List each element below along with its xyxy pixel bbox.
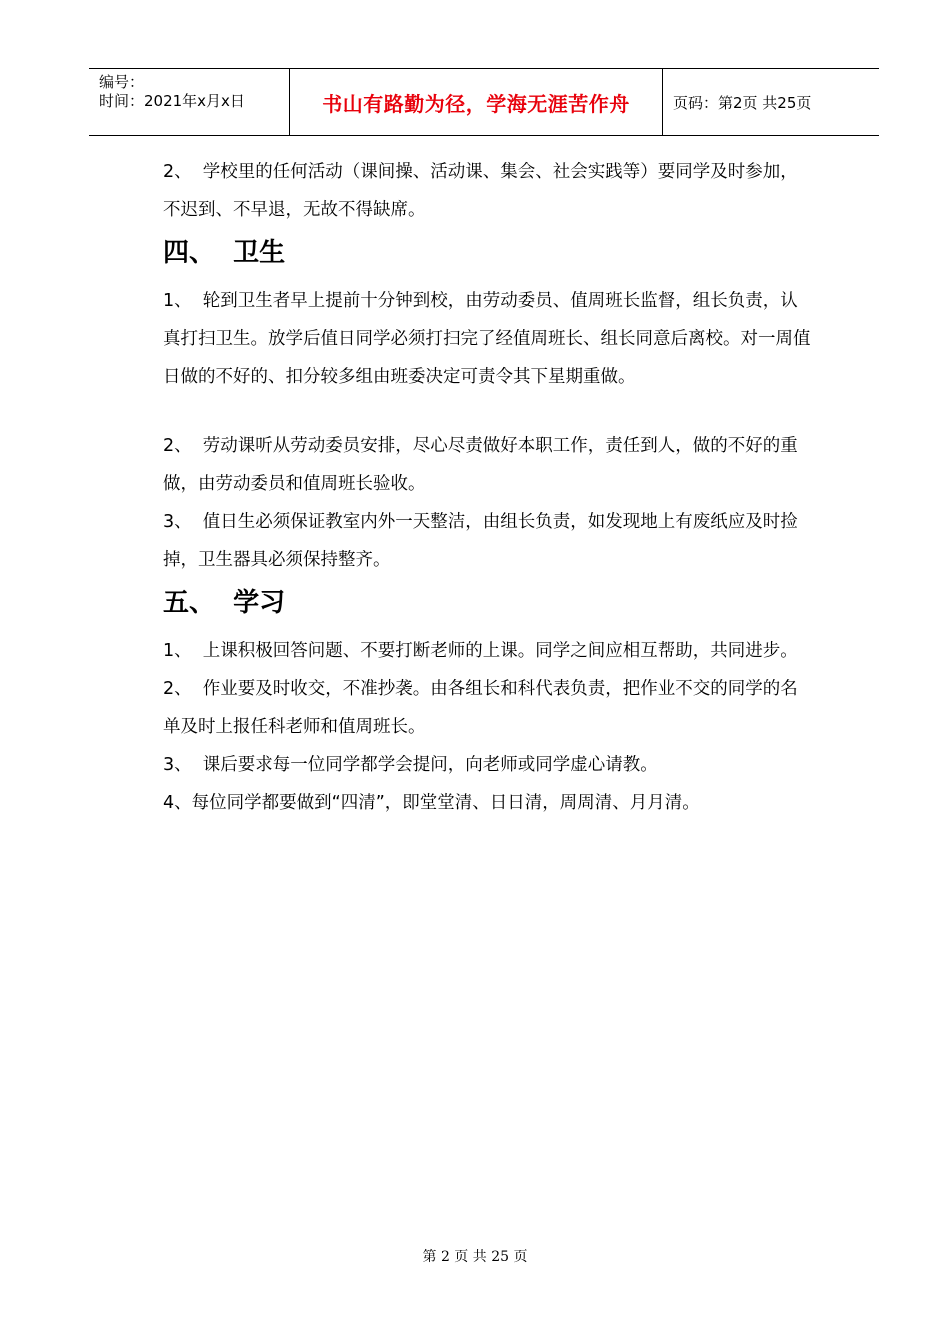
- paragraph-study-1: 1、 上课积极回答问题、不要打断老师的上课。同学之间应相互帮助，共同进步。: [163, 641, 798, 661]
- heading-study: 五、 学习: [163, 588, 286, 618]
- paragraph-hygiene-2: 2、 劳动课听从劳动委员安排，尽心尽责做好本职工作，责任到人，做的不好的重做，由劳动委员和值周班长验收。: [163, 436, 798, 494]
- page-info: 页码：第2页 共25页: [673, 93, 812, 112]
- paragraph-study-2: 2、 作业要及时收交，不准抄袭。由各组长和科代表负责，把作业不交的同学的名单及时上报任科老师和值周班长。: [163, 679, 798, 737]
- page-footer: 第 2 页 共 25 页: [422, 1249, 528, 1265]
- number-label: 编号：: [99, 73, 145, 91]
- motto-text: 书山有路勤为径，学海无涯苦作舟: [322, 91, 630, 116]
- page-header: [89, 68, 879, 136]
- paragraph-gap: [163, 396, 813, 427]
- document-body: [163, 153, 813, 822]
- paragraph-hygiene-3: 3、 值日生必须保证教室内外一天整洁，由组长负责，如发现地上有废纸应及时捡掉，卫生器具必须保持整齐。: [163, 512, 798, 570]
- header-meta: [89, 69, 290, 135]
- header-motto-cell: [290, 69, 663, 135]
- paragraph-hygiene-1: 1、 轮到卫生者早上提前十分钟到校，由劳动委员、值周班长监督，组长负责，认真打扫卫生。放学后值日同学必须打扫完了经值周班长、组长同意后离校。对一周值日做的不好的、扣分较多组由班委决定可责令其下星期重做。: [163, 291, 811, 387]
- paragraph-activity-attendance: 2、 学校里的任何活动（课间操、活动课、集会、社会实践等）要同学及时参加，不迟到、不早退，无故不得缺席。: [163, 162, 798, 220]
- paragraph-study-3: 3、 课后要求每一位同学都学会提问，向老师或同学虚心请教。: [163, 755, 658, 775]
- header-page-info-cell: [663, 69, 879, 135]
- time-label: 时间：2021年x月x日: [99, 92, 245, 110]
- heading-hygiene: 四、 卫生: [163, 238, 286, 268]
- paragraph-study-4: 4、每位同学都要做到“四清”，即堂堂清、日日清，周周清、月月清。: [163, 793, 700, 813]
